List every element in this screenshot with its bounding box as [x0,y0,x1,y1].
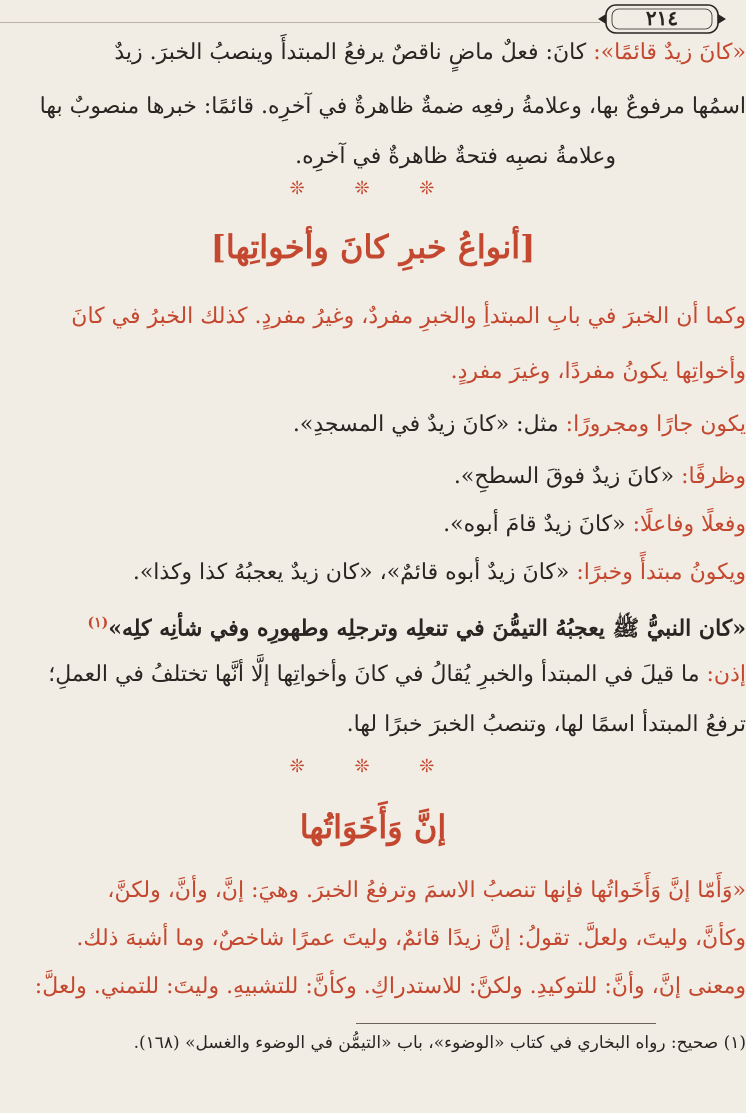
footnote-separator [356,1023,656,1024]
ornament-stars-1: ❊ ❊ ❊ [289,178,457,199]
footnote: (١) صحيح: رواه البخاري في كتاب «الوضوء»، باب «التيمُّن في الوضوء والغسل» (١٦٨). [133,1033,746,1053]
text-span: ما قيلَ في المبتدأ والخبرِ يُقالُ في كانَ وأخواتِها إلَّا أنَّها تختلفُ في العملِ؛ [48,662,700,687]
paragraph-2-line-3 [293,408,746,442]
paragraph-3-line-1 [107,874,746,908]
section-heading-inna: إنَّ وَأَخَوَاتُها [299,808,447,846]
category-label: ويكونُ مبتدأً وخبرًا: [576,560,746,585]
example-text: «كانَ زيدٌ فوقَ السطحِ». [453,464,675,489]
paragraph-2-line-2: وأخواتِها يكونُ مفردًا، وغيرَ مفردٍ. [450,359,746,384]
text-span: وكما أن الخبرَ في بابِ المبتدأِ والخبرِ مفردٌ، وغيرُ مفردٍ. كذلك الخبرُ في كانَ [71,304,746,329]
text-span: للتوكيدِ. ولكنَّ: للاستدراكِ. وكأنَّ: للتشبيهِ. وليتَ: للتمني. ولعلَّ: [34,974,598,999]
paragraph-3-line-2: وكأنَّ، وليتَ، ولعلَّ. تقولُ: إنَّ زيدًا قائمٌ، وليتَ عمرًا شاخصٌ، وما أشبهَ ذلك. [76,926,746,951]
example-text: «كانَ زيدٌ أبوه قائمٌ»، «كان زيدٌ يعجبُهُ كذا وكذا». [132,560,570,585]
paragraph-2-line-4 [454,460,746,494]
paragraph-3-line-3 [35,970,746,1004]
footnote-marker: (١) [87,615,109,631]
paragraph-2-line-5 [443,508,746,542]
paragraph-2-line-9: ترفعُ المبتدأ اسمًا لها، وتنصبُ الخبرَ خبرًا لها. [346,712,746,737]
meaning-label: ومعنى إنَّ، وأنَّ: [604,974,746,999]
page-number: ٢١٤ [645,6,679,30]
quote-span: «وَأَمّا إنَّ وَأَخَواتُها فإنها تنصبُ الاسمَ وترفعُ الخبرَ. وهيَ: [251,878,746,903]
text-span: إنَّ، وأنَّ، ولكنَّ، [107,878,245,903]
example-text: مثل: «كانَ زيدٌ في المسجدِ». [292,412,559,437]
paragraph-2-line-6 [133,556,746,590]
paragraph-1-line-3: وعلامةُ نصبِه فتحةٌ ظاهرةٌ في آخرِه. [295,144,616,169]
ornament-stars-2: ❊ ❊ ❊ [289,756,457,777]
category-label: يكون جارًا ومجرورًا: [565,412,746,437]
conclusion-label: إذن: [706,662,746,687]
header-rule [0,22,600,23]
category-label: وظرفًا: [681,464,746,489]
highlight-example: «كانَ زيدٌ قائمًا»: [593,40,746,65]
paragraph-1-line-1 [114,36,746,70]
paragraph-2-line-7 [87,606,746,645]
example-text: «كانَ زيدٌ قامَ أبوه». [443,512,626,537]
page-number-ornament [596,2,728,36]
paragraph-2-line-1 [71,300,746,334]
category-label: وفعلًا وفاعلًا: [632,512,746,537]
text-span: كانَ: فعلٌ ماضٍ ناقصٌ يرفعُ المبتدأَ وينصبُ الخبرَ. زيدٌ [114,40,587,65]
section-heading-kana-khabar: [أنواعُ خبرِ كانَ وأخواتِها] [210,228,536,266]
paragraph-1-line-2: اسمُها مرفوعٌ بها، وعلامةُ رفعِه ضمةٌ ظاهرةٌ في آخرِه. قائمًا: خبرها منصوبٌ بها [39,94,746,119]
hadith-quote: «كان النبيُّ ﷺ يعجبُهُ التيمُّنَ في تنعلِه وترجلِه وطهورِه وفي شأنِه كلِه» [108,615,746,642]
paragraph-2-line-8 [48,658,746,692]
